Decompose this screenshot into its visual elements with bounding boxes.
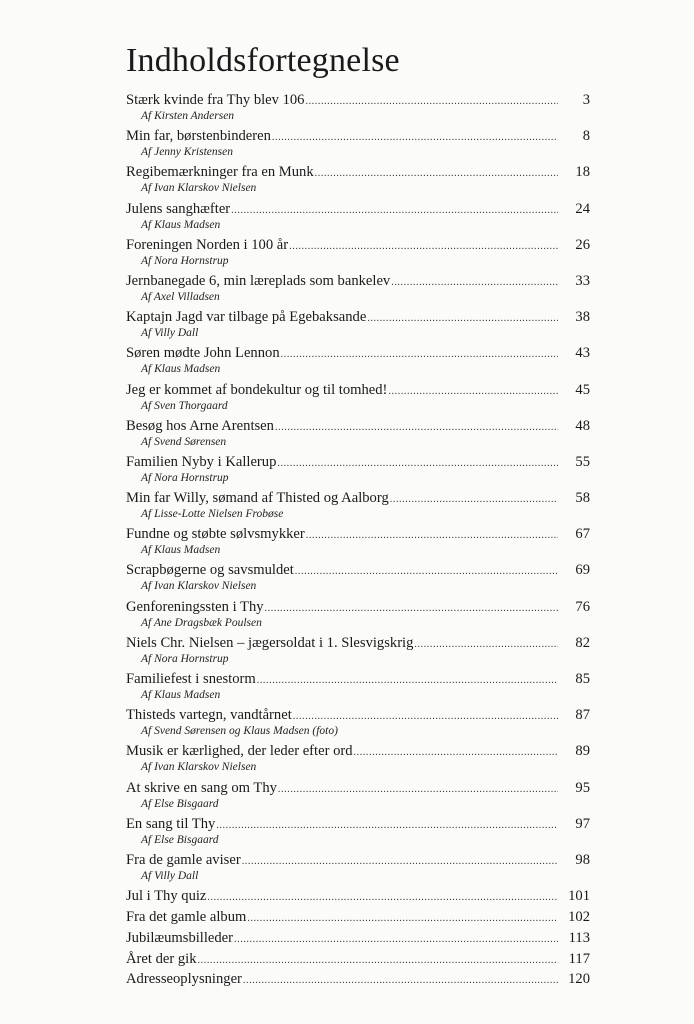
toc-entry-title: Julens sanghæfter: [126, 200, 231, 217]
page-title: Indholdsfortegnelse: [126, 42, 400, 79]
toc-entry-line: [126, 560, 590, 581]
toc-entry-author: Af Villy Dall: [141, 327, 199, 340]
toc-entry: [126, 235, 590, 271]
toc-entry-line: [126, 778, 590, 799]
toc-entry: [126, 949, 590, 970]
toc-entry-author: Af Klaus Madsen: [141, 689, 221, 701]
dot-leader: [281, 344, 558, 365]
toc-entry: [126, 452, 590, 488]
toc-entry: [126, 705, 590, 741]
toc-entry-line: [126, 669, 590, 690]
dot-leader: [391, 272, 558, 293]
toc-entry-line: [126, 235, 590, 256]
toc-entry-line: [126, 271, 590, 292]
toc-entry: [126, 886, 590, 907]
dot-leader: [231, 200, 558, 221]
toc-entry-page-number: 97: [575, 815, 590, 832]
toc-entry-page-number: 98: [575, 851, 590, 868]
toc-entry-line: [126, 969, 590, 990]
toc-entry-title: Min far, børstenbinderen: [126, 128, 271, 145]
toc-entry-page-number: 89: [575, 743, 590, 760]
toc-entry-title: Foreningen Norden i 100 år: [126, 236, 289, 253]
dot-leader: [354, 742, 558, 763]
toc-entry-line: [126, 886, 590, 907]
toc-entry-line: [126, 307, 590, 328]
dot-leader: [277, 453, 558, 474]
toc-entry-title: Jubilæumsbilleder: [126, 929, 234, 946]
toc-entry-title: Jul i Thy quiz: [126, 888, 207, 905]
toc-entry-title: Jernbanegade 6, min læreplads som bankelev: [126, 272, 391, 289]
toc-entry-page-number: 33: [575, 272, 590, 289]
toc-entry: [126, 814, 590, 850]
toc-entry-title: Søren mødte John Lennon: [126, 345, 280, 362]
toc-entry-line: [126, 597, 590, 618]
toc-entry: [126, 488, 590, 524]
toc-entry: [126, 307, 590, 343]
toc-entry-page-number: 76: [575, 598, 590, 615]
toc-entry-title: Stærk kvinde fra Thy blev 106: [126, 92, 305, 108]
toc-entry-author: Af Klaus Madsen: [141, 363, 221, 376]
toc-entry-title: Familiefest i snestorm: [126, 671, 256, 687]
toc-entry-page-number: 43: [575, 345, 590, 362]
toc-entry-page-number: 3: [582, 92, 590, 108]
toc-entry: [126, 907, 590, 928]
toc-entry-page-number: 69: [575, 562, 590, 579]
toc-entry-page-number: 48: [575, 417, 590, 434]
toc-entry: [126, 741, 590, 777]
toc-entry-title: Familien Nyby i Kallerup: [126, 453, 277, 470]
toc-entry-page-number: 120: [568, 971, 590, 988]
toc-entry-line: [126, 90, 590, 111]
table-of-contents: [126, 90, 590, 990]
toc-entry-line: [126, 850, 590, 871]
toc-entry: [126, 928, 590, 949]
toc-entry-line: [126, 633, 590, 654]
toc-entry-page-number: 87: [575, 707, 590, 724]
toc-entry-title: Scrapbøgerne og savsmuldet: [126, 562, 294, 579]
toc-entry-title: Regibemærkninger fra en Munk: [126, 164, 314, 181]
toc-entry-line: [126, 452, 590, 473]
toc-entry-title: Besøg hos Arne Arentsen: [126, 417, 274, 434]
toc-entry-page-number: 58: [575, 490, 590, 507]
toc-entry-page-number: 45: [575, 381, 590, 398]
toc-entry-author: Af Ivan Klarskov Nielsen: [141, 580, 257, 593]
toc-entry-line: [126, 741, 590, 762]
toc-entry-page-number: 55: [575, 453, 590, 470]
toc-entry-author: Af Klaus Madsen: [141, 544, 221, 557]
toc-entry: [126, 524, 590, 560]
toc-entry: [126, 271, 590, 307]
toc-entry-author: Af Nora Hornstrup: [141, 254, 229, 267]
toc-entry-page-number: 101: [568, 888, 590, 905]
toc-entry-page-number: 117: [568, 950, 590, 967]
toc-entry-title: Kaptajn Jagd var tilbage på Egebaksande: [126, 309, 367, 326]
toc-entry-author: Af Svend Sørensen og Klaus Madsen (foto): [141, 725, 338, 738]
toc-entry-title: Adresseoplysninger: [126, 971, 242, 988]
dot-leader: [198, 950, 558, 971]
dot-leader: [272, 127, 558, 148]
toc-entry-author: Af Ivan Klarskov Nielsen: [141, 182, 257, 195]
toc-entry: [126, 850, 590, 886]
toc-entry-line: [126, 199, 590, 220]
toc-entry-author: Af Svend Sørensen: [141, 435, 227, 448]
toc-entry-page-number: 8: [582, 128, 590, 145]
toc-entry-title: Fra de gamle aviser: [126, 851, 241, 868]
toc-entry-author: Af Klaus Madsen: [141, 218, 221, 231]
dot-leader: [242, 851, 558, 872]
dot-leader: [305, 91, 558, 112]
toc-entry-page-number: 38: [575, 309, 590, 326]
dot-leader: [367, 308, 558, 329]
dot-leader: [234, 929, 558, 950]
dot-leader: [306, 525, 558, 546]
toc-entry-title: Thisteds vartegn, vandtårnet: [126, 707, 292, 724]
toc-entry-author: Af Jenny Kristensen: [141, 146, 233, 159]
toc-entry-line: [126, 949, 590, 970]
toc-entry-line: [126, 162, 590, 183]
toc-entry: [126, 126, 590, 162]
toc-entry-line: [126, 416, 590, 437]
toc-entry-page-number: 85: [575, 671, 590, 687]
dot-leader: [315, 163, 558, 184]
dot-leader: [388, 381, 558, 402]
toc-entry-page-number: 102: [568, 908, 590, 925]
toc-entry-line: [126, 524, 590, 545]
toc-entry: [126, 560, 590, 596]
toc-entry-line: [126, 343, 590, 364]
toc-entry-page-number: 95: [575, 779, 590, 796]
toc-entry-line: [126, 380, 590, 401]
toc-entry-title: Fundne og støbte sølvsmykker: [126, 526, 305, 543]
toc-entry-page-number: 113: [568, 929, 590, 946]
toc-entry-title: At skrive en sang om Thy: [126, 779, 277, 796]
toc-entry-line: [126, 126, 590, 147]
toc-entry-line: [126, 814, 590, 835]
toc-entry-page-number: 82: [575, 634, 590, 651]
toc-entry-author: Af Sven Thorgaard: [141, 399, 228, 412]
toc-entry-page-number: 67: [575, 526, 590, 543]
toc-entry: [126, 669, 590, 705]
toc-entry-author: Af Ivan Klarskov Nielsen: [141, 761, 257, 774]
toc-entry-author: Af Axel Villadsen: [141, 290, 220, 303]
toc-entry: [126, 380, 590, 416]
toc-entry-author: Af Ane Dragsbæk Poulsen: [141, 616, 262, 629]
toc-entry-title: Fra det gamle album: [126, 908, 247, 925]
toc-entry-title: En sang til Thy: [126, 815, 216, 832]
toc-entry: [126, 199, 590, 235]
toc-entry-author: Af Kirsten Andersen: [141, 110, 235, 122]
dot-leader: [414, 634, 558, 655]
toc-entry: [126, 633, 590, 669]
toc-entry: [126, 162, 590, 198]
toc-entry-title: Genforeningssten i Thy: [126, 598, 264, 615]
toc-entry: [126, 343, 590, 379]
toc-entry: [126, 90, 590, 126]
toc-entry-author: Af Villy Dall: [141, 869, 199, 882]
dot-leader: [243, 970, 558, 991]
toc-entry-title: Musik er kærlighed, der leder efter ord: [126, 743, 353, 760]
toc-entry: [126, 597, 590, 633]
dot-leader: [216, 815, 558, 836]
toc-entry-title: Niels Chr. Nielsen – jægersoldat i 1. Slesvigskrig: [126, 634, 414, 651]
toc-entry: [126, 416, 590, 452]
toc-entry: [126, 969, 590, 990]
toc-entry-line: [126, 488, 590, 509]
dot-leader: [289, 236, 558, 257]
toc-entry-title: Min far Willy, sømand af Thisted og Aalborg: [126, 490, 389, 507]
toc-entry-author: Af Lisse-Lotte Nielsen Frobøse: [141, 508, 284, 521]
dot-leader: [278, 779, 558, 800]
toc-entry-line: [126, 705, 590, 726]
toc-entry-page-number: 18: [575, 164, 590, 181]
toc-entry-author: Af Nora Hornstrup: [141, 652, 229, 665]
toc-entry-author: Af Nora Hornstrup: [141, 471, 229, 484]
toc-entry-author: Af Else Bisgaard: [141, 797, 219, 810]
toc-entry-title: Jeg er kommet af bondekultur og til tomhed!: [126, 381, 388, 398]
dot-leader: [207, 887, 558, 908]
toc-entry-title: Året der gik: [126, 950, 197, 967]
dot-leader: [275, 417, 558, 438]
dot-leader: [257, 670, 558, 691]
dot-leader: [390, 489, 558, 510]
dot-leader: [247, 908, 558, 929]
dot-leader: [265, 598, 558, 619]
toc-entry-page-number: 24: [575, 200, 590, 217]
dot-leader: [295, 561, 558, 582]
toc-entry-line: [126, 907, 590, 928]
toc-entry-author: Af Else Bisgaard: [141, 833, 219, 846]
toc-entry-line: [126, 928, 590, 949]
toc-entry: [126, 778, 590, 814]
toc-entry-page-number: 26: [575, 236, 590, 253]
